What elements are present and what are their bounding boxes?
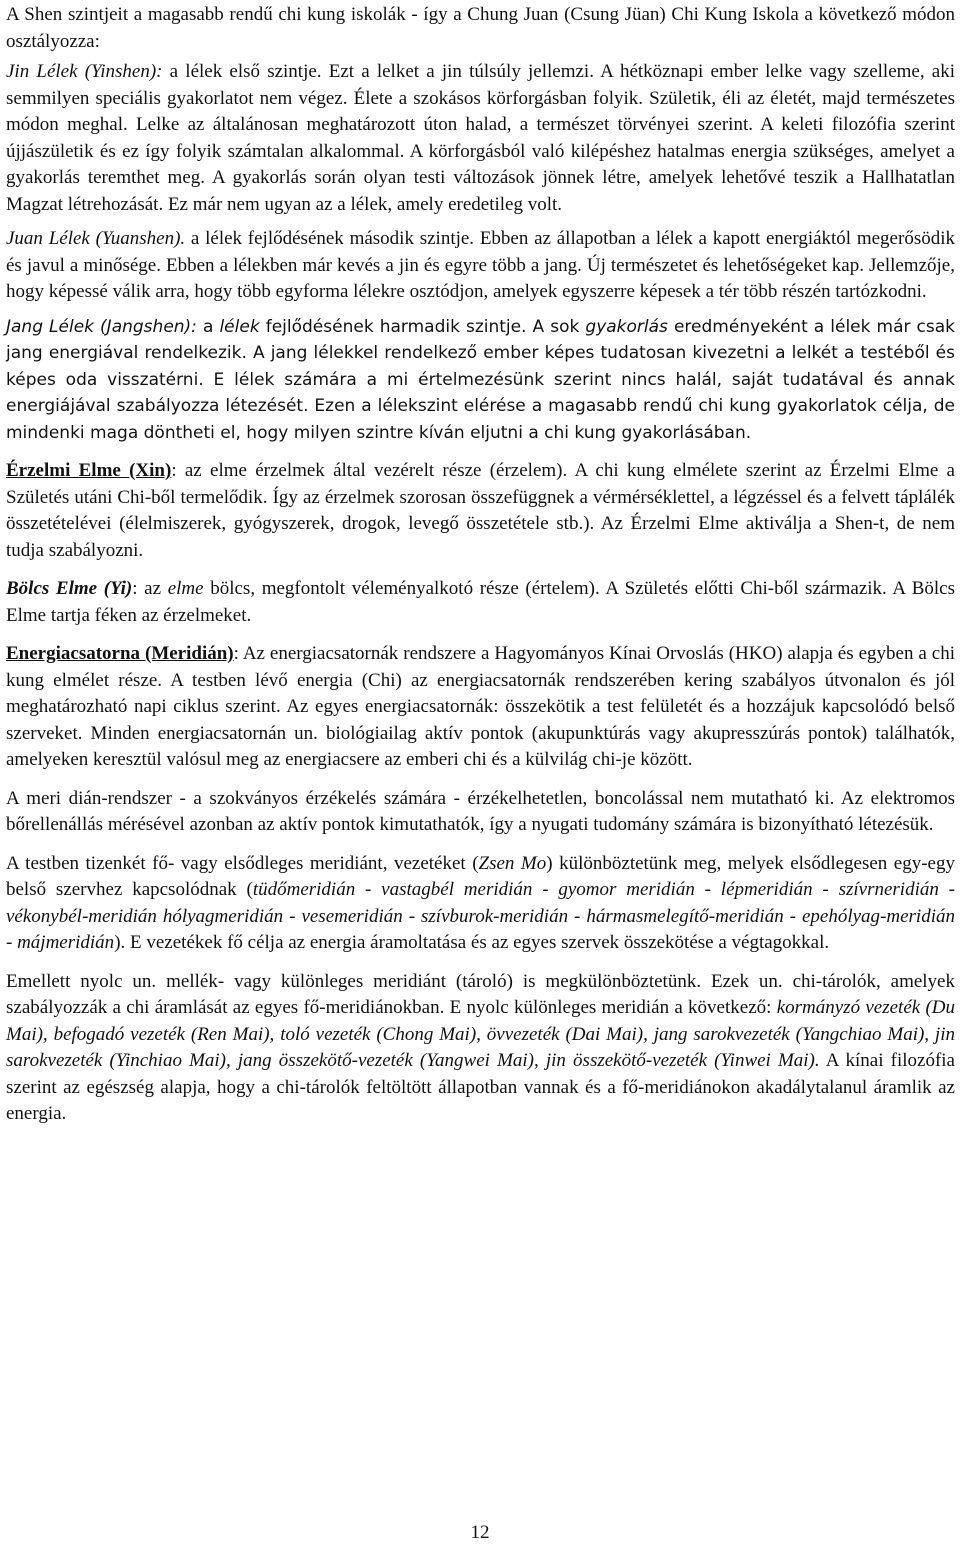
yangshen-lelek: lélek bbox=[219, 316, 260, 337]
yi-text-2: bölcs, megfontolt véleményalkotó része (értelem). A Születés előtti Chi-ből származik. A Bölcs Elme tartja féken az érzelmeket. bbox=[6, 578, 955, 626]
meridian-text: : Az energiacsatornák rendszere a Hagyományos Kínai Orvoslás (HKO) alapja és egyben a chi kung elmélet része. A testben lévő energia (Chi) az energiacsatornák rendszerében kering szabályos útvonalon és jól meghatározható napi ciklus szerint. Az egyes energiacsatornák: összekötik a test felületét és a hozzájuk kapcsolódó belső szerveket. Minden energiacsatornán un. biológiailag aktív pontok (akupunktúrás vagy akupresszúrás pontok) találhatók, amelyeken keresztül valósul meg az energiacsere az emberi chi és a külvilág chi-je között. bbox=[6, 643, 955, 770]
zsen-mo: Zsen Mo bbox=[478, 852, 547, 874]
yangshen-text-2: eredményeként a lélek már csak jang energiával rendelkezik. A jang lélekkel rendelkező ember képes tudatosan kivezetni a lelkét a testéből és képes oda visszatérni. E lélek számára a mi értelmezésünk szerint nincs halál, saját tudatával és annak energiájával szabályozza létezését. Ezen a lélekszint elérése a magasabb rendű chi kung gyakorlatok célja, de mindenki maga döntheti el, hogy milyen szintre kíván eljutni a chi kung gyakorlásában. bbox=[6, 316, 956, 443]
yi-term: Bölcs Elme (Yi) bbox=[6, 578, 133, 599]
xin-paragraph bbox=[6, 458, 955, 564]
meridian-system-paragraph: A meri dián-rendszer - a szokványos érzékelés számára - érzékelhetetlen, boncolással nem mutatható ki. Az elektromos bőrellenállás mérésével azonban az aktív pontok kimutathatók, így a nyugati tudomány számára is bizonyítható létezésük. bbox=[6, 787, 955, 835]
yinshen-text: a lélek első szintje. Ezt a lelket a jin túlsúly jellemzi. A hétköznapi ember lelke vagy szelleme, aki semmilyen speciális gyakorlatot nem végez. Élete a szokásos körforgásban folyik. Születik, éli az életét, majd természetes módon meghal. Lelke az általánosan meghatározott úton halad, a természet törvényei szerint. A keleti filozófia szerint újjászületik és ez így folyik számtalan alkalommal. A körforgásból való kilépéshez hatalmas energia szükséges, amelyet a gyakorlás teremthet meg. A gyakorlás során olyan testi változások jönnek létre, amelyek lehetővé teszik a Hallhatatlan Magzat létrehozását. Ez már nem ugyan az a lélek, amely eredetileg volt. bbox=[6, 61, 955, 215]
yi-text-1: : az bbox=[132, 578, 168, 599]
yangshen-paragraph bbox=[6, 314, 955, 447]
meridian-term: Energiacsatorna (Meridián) bbox=[6, 643, 234, 664]
xin-text: : az elme érzelmek által vezérelt része (érzelem). A chi kung elmélete szerint az Érzelmi Elme a Születés utáni Chi-ből termelődik. Így az érzelmek szorosan összefüggnek a vérmérséklettel, a légzéssel és a felvett táplálék összetételévei (élelmiszerek, gyógyszerek, drogok, levegő összetétele stb.). Az Érzelmi Elme aktiválja a Shen-t, de nem tudja szabályozni. bbox=[6, 460, 955, 561]
twelve-text-2: ) különböztetünk meg, melyek elsődlegesen egy-egy belső szervhez kapcsolódnak ( bbox=[6, 852, 955, 900]
yuanshen-term: Juan Lélek (Yuanshen). bbox=[6, 228, 186, 249]
eight-meridian-list: kormányzó vezeték (Du Mai), befogadó vezeték (Ren Mai), toló vezeték (Chong Mai), övvezeték (Dai Mai), jang sarokvezeték (Yangchiao Mai), jin sarokvezeték (Yinchiao Mai), jang összekötő-vezeték (Yangwei Mai), jin összekötő-vezeték (Yinwei Mai). bbox=[6, 997, 956, 1071]
yangshen-text-1: fejlődésének harmadik szintje. A sok bbox=[259, 316, 586, 337]
yuanshen-paragraph bbox=[6, 226, 955, 306]
twelve-meridian-list: tüdőmeridián - vastagbél meridián - gyomor meridián - lépmeridián - szívrneridián - vékonybél-meridián hólyagmeridián - vesemeridián - szívburok-meridián - hármasmelegítő-meridián - epehólyag-meridián - májmeridián bbox=[6, 879, 955, 953]
twelve-text-1: A testben tizenkét fő- vagy elsődleges meridiánt, vezetéket ( bbox=[6, 852, 479, 874]
yuanshen-text: a lélek fejlődésének második szintje. Ebben az állapotban a lélek a kapott energiáktól megerősödik és javul a minősége. Ebben a lélekben már kevés a jin és egyre több a jang. Új természetet és lehetőségeket kap. Jellemzője, hogy képessé válik arra, hogy több egyforma lélekre osztódjon, amelyek egyszerre képesek a tér több részén tartózkodni. bbox=[6, 228, 955, 302]
yangshen-a: a bbox=[196, 316, 220, 337]
yi-elme: elme bbox=[167, 578, 204, 599]
xin-term: Érzelmi Elme (Xin) bbox=[6, 460, 172, 481]
document-page bbox=[6, 2, 955, 1136]
eight-text-1: Emellett nyolc un. mellék- vagy különleges meridiánt (tároló) is megkülönböztetünk. Ezek un. chi-tárolók, amelyek szabályozzák a chi áramlását az egyes fő-meridiánokban. E nyolc különleges meridián a következő: bbox=[6, 970, 955, 1018]
yangshen-gyakorlas: gyakorlás bbox=[585, 316, 668, 337]
yangshen-term: Jang Lélek (Jangshen): bbox=[6, 316, 197, 337]
yinshen-term: Jin Lélek (Yinshen): bbox=[6, 61, 163, 82]
yinshen-paragraph bbox=[6, 59, 955, 218]
twelve-meridians-paragraph bbox=[6, 851, 955, 957]
eight-meridians-paragraph bbox=[6, 969, 955, 1128]
intro-paragraph: A Shen szintjeit a magasabb rendű chi kung iskolák - így a Chung Juan (Csung Jüan) Chi Kung Iskola a következő módon osztályozza: bbox=[6, 4, 955, 52]
page-number: 12 bbox=[470, 1522, 490, 1543]
meridian-paragraph bbox=[6, 641, 955, 774]
yi-paragraph bbox=[6, 576, 955, 629]
twelve-text-3: ). E vezetékek fő célja az energia áramoltatása és az egyes szervek összekötése a végtagokkal. bbox=[114, 932, 830, 953]
eight-text-2: A kínai filozófia szerint az egészség alapja, hogy a chi-tárolók feltöltött állapotban vannak és a fő-meridiánokon akadálytalanul áramlik az energia. bbox=[6, 1050, 955, 1124]
